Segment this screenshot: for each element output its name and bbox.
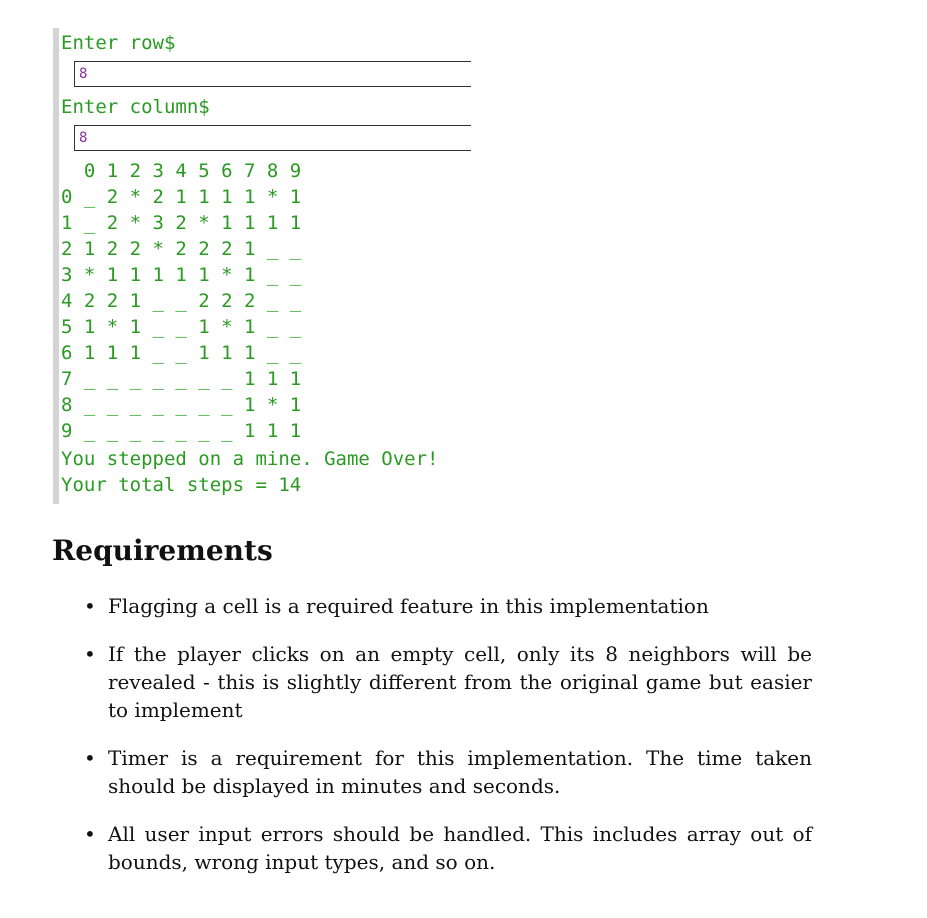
row-input[interactable]	[75, 62, 455, 86]
console-output	[53, 28, 473, 504]
grid-row-4: 4 2 2 1 _ _ 2 2 2 _ _	[61, 290, 302, 312]
list-item	[82, 744, 812, 800]
list-item	[82, 592, 812, 620]
bullet-icon: •	[84, 746, 96, 770]
requirements-list	[82, 592, 812, 896]
grid-row-5: 5 1 * 1 _ _ 1 * 1 _ _	[61, 316, 302, 338]
grid-row-9: 9 _ _ _ _ _ _ _ 1 1 1	[61, 420, 302, 442]
grid-row-3: 3 * 1 1 1 1 1 * 1 _ _	[61, 264, 302, 286]
grid-header: 0 1 2 3 4 5 6 7 8 9	[61, 160, 302, 182]
list-item	[82, 640, 812, 724]
grid-row-0: 0 _ 2 * 2 1 1 1 1 * 1	[61, 186, 302, 208]
grid-row-1: 1 _ 2 * 3 2 * 1 1 1 1	[61, 212, 302, 234]
grid-row-6: 6 1 1 1 _ _ 1 1 1 _ _	[61, 342, 302, 364]
grid-row-8: 8 _ _ _ _ _ _ _ 1 * 1	[61, 394, 302, 416]
bullet-icon: •	[84, 594, 96, 618]
game-over-message: You stepped on a mine. Game Over!	[61, 448, 439, 470]
bullet-icon: •	[84, 642, 96, 666]
requirement-text: Flagging a cell is a required feature in this implementation	[108, 594, 709, 618]
grid-row-2: 2 1 2 2 * 2 2 2 1 _ _	[61, 238, 302, 260]
row-input-box[interactable]	[74, 61, 471, 87]
requirements-heading: Requirements	[52, 534, 273, 567]
requirement-text: All user input errors should be handled. This includes array out of bounds, wrong input types, and so on.	[108, 822, 812, 874]
requirement-text: If the player clicks on an empty cell, only its 8 neighbors will be revealed - this is slightly different from the original game but easier to implement	[108, 642, 812, 722]
total-steps-message: Your total steps = 14	[61, 474, 302, 496]
column-input[interactable]	[75, 126, 455, 150]
prompt-row: Enter row$	[61, 32, 176, 54]
prompt-column: Enter column$	[61, 96, 210, 118]
list-item	[82, 820, 812, 876]
column-input-box[interactable]	[74, 125, 471, 151]
grid-row-7: 7 _ _ _ _ _ _ _ 1 1 1	[61, 368, 302, 390]
bullet-icon: •	[84, 822, 96, 846]
requirement-text: Timer is a requirement for this implementation. The time taken should be displayed in minutes and seconds.	[108, 746, 812, 798]
